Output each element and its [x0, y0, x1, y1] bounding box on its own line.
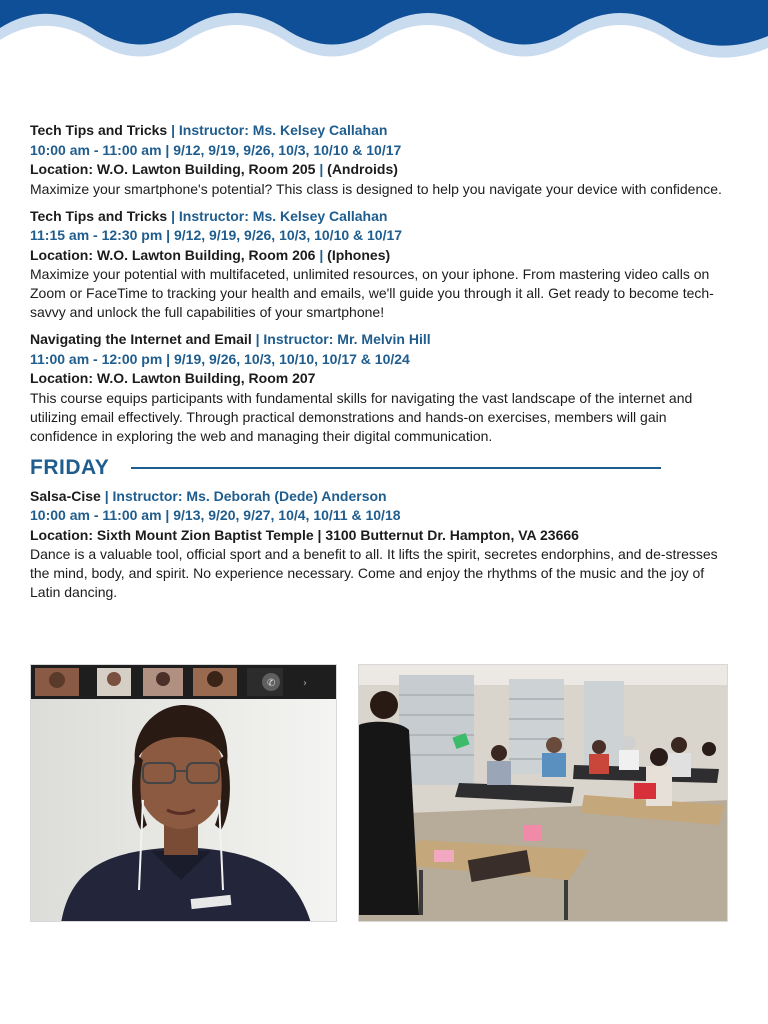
- course-location: Location: W.O. Lawton Building, Room 205: [30, 161, 316, 177]
- course-location: Location: Sixth Mount Zion Baptist Temple | 3100 Butternut Dr. Hampton, VA 23666: [30, 526, 579, 543]
- section-divider: [131, 467, 661, 469]
- course-description: Maximize your potential with multifaceted, unlimited resources, on your iphone. From mastering video calls on Zoom or FaceTime to tracking your health and emails, we'll guide you through it all. Get ready to become tech-savvy and unlock the full capabilities of your smartphone!: [30, 266, 714, 320]
- course-instructor: Instructor: Ms. Deborah (Dede) Anderson: [112, 487, 387, 504]
- separator: |: [255, 331, 260, 347]
- classroom-photo: [358, 664, 728, 922]
- classroom-illustration: [359, 665, 728, 922]
- course-title-line: [30, 487, 730, 507]
- separator: |: [319, 161, 324, 177]
- svg-text:✆: ✆: [267, 678, 276, 689]
- section-title: FRIDAY: [30, 455, 110, 479]
- course-instructor: Instructor: Ms. Kelsey Callahan: [178, 122, 388, 138]
- course-location-line: [30, 246, 730, 266]
- course-salsa-cise: [30, 487, 730, 603]
- separator: |: [319, 246, 324, 263]
- course-time: 10:00 am - 11:00 am | 9/13, 9/20, 9/27, 10/4, 10/11 & 10/18: [30, 507, 401, 523]
- course-title: Tech Tips and Tricks: [30, 207, 168, 224]
- course-time: 11:15 am - 12:30 pm | 9/12, 9/19, 9/26, 10/3, 10/10 & 10/17: [30, 227, 403, 243]
- course-time: 10:00 am - 11:00 am | 9/12, 9/19, 9/26, 10/3, 10/10 & 10/17: [30, 141, 402, 158]
- course-instructor: Instructor: Ms. Kelsey Callahan: [178, 207, 388, 224]
- course-title-line: [30, 330, 730, 350]
- video-call-illustration: [31, 665, 337, 922]
- separator: |: [171, 207, 176, 224]
- schedule-content: [30, 121, 730, 610]
- course-navigating-internet: [30, 330, 730, 446]
- header-wave-decoration: [0, 0, 768, 70]
- separator: |: [171, 122, 176, 138]
- course-title: Salsa-Cise: [30, 487, 101, 504]
- course-tech-tips-androids: [30, 121, 730, 199]
- course-time: 11:00 am - 12:00 pm | 9/19, 9/26, 10/3, 10/10, 10/17 & 10/24: [30, 350, 410, 367]
- course-device-note: (Androids): [327, 161, 398, 177]
- course-title: Navigating the Internet and Email: [30, 331, 252, 347]
- course-title-line: [30, 207, 730, 227]
- course-title-line: [30, 121, 730, 141]
- course-device-note: (Iphones): [327, 246, 391, 263]
- separator: |: [104, 487, 109, 504]
- friday-section-header: [30, 456, 730, 480]
- course-location: Location: W.O. Lawton Building, Room 207: [30, 370, 316, 386]
- course-tech-tips-iphones: [30, 207, 730, 323]
- course-location-line: [30, 160, 730, 180]
- course-title: Tech Tips and Tricks: [30, 122, 168, 138]
- course-description: Dance is a valuable tool, official sport and a benefit to all. It lifts the spirit, secretes endorphins, and de-stresses the mind, body, and spirit. No experience necessary. Come and enjoy the rhythms of the music and the joy of Latin dancing.: [30, 546, 718, 600]
- course-description: This course equips participants with fundamental skills for navigating the vast landscape of the internet and utilizing email effectively. Through practical demonstrations and hands-on exercises, members will gain confidence in exploring the web and managing their digital communication.: [30, 389, 693, 444]
- svg-text:›: ›: [303, 678, 307, 689]
- course-instructor: Instructor: Mr. Melvin Hill: [263, 331, 431, 347]
- course-location: Location: W.O. Lawton Building, Room 206: [30, 246, 316, 263]
- video-call-photo: [30, 664, 337, 922]
- course-description: Maximize your smartphone's potential? This class is designed to help you navigate your device with confidence.: [30, 180, 722, 197]
